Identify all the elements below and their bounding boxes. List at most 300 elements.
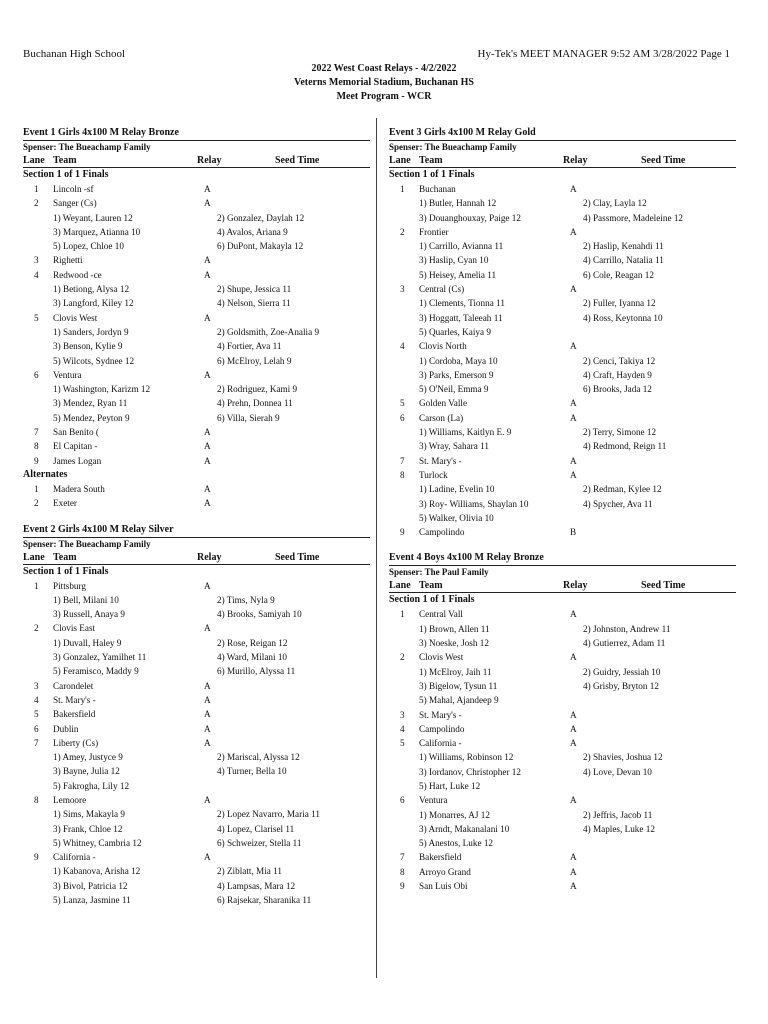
event-2 xyxy=(23,523,370,908)
relay-letter: A xyxy=(204,723,211,734)
team-row xyxy=(389,865,736,879)
athlete-right: 6) Brooks, Jada 12 xyxy=(583,384,652,395)
team-name: California - xyxy=(53,852,96,863)
athlete-right: 2) Guidry, Jessiah 10 xyxy=(583,666,661,677)
athlete-left: 5) Quarles, Kaiya 9 xyxy=(419,326,491,337)
event-3 xyxy=(389,126,736,539)
athlete-left: 1) Weyant, Lauren 12 xyxy=(53,212,133,223)
relay-letter: A xyxy=(204,623,211,634)
athlete-left: 3) Iordanov, Christopher 12 xyxy=(419,766,521,777)
relay-letter: A xyxy=(204,498,211,509)
lane-number: 4 xyxy=(34,694,39,705)
athlete-row xyxy=(389,808,736,822)
team-row xyxy=(389,468,736,482)
athlete-row xyxy=(23,807,370,821)
left-column xyxy=(23,124,370,907)
team-row xyxy=(389,736,736,750)
athlete-row xyxy=(389,368,736,382)
athlete-row xyxy=(389,196,736,210)
team-row xyxy=(389,879,736,893)
lane-number: 2 xyxy=(34,198,39,209)
team-name: Dublin xyxy=(53,723,79,734)
sponsor-line: Spenser: The Bueachamp Family xyxy=(23,140,370,154)
relay-letter: A xyxy=(570,881,577,892)
athlete-right: 4) Gutierrez, Adam 11 xyxy=(583,638,666,649)
athlete-left: 1) Ladine, Evelin 10 xyxy=(419,484,495,495)
team-name: San Luis Obi xyxy=(419,881,468,892)
team-row xyxy=(389,850,736,864)
athlete-left: 1) Williams, Robinson 12 xyxy=(419,752,514,763)
team-name: Pittsburg xyxy=(53,580,87,591)
relay-letter: A xyxy=(204,483,211,494)
lane-number: 4 xyxy=(400,723,405,734)
lane-number: 4 xyxy=(34,269,39,280)
column-headers xyxy=(23,154,370,168)
athlete-row xyxy=(389,622,736,636)
sponsor-line: Spenser: The Bueachamp Family xyxy=(23,537,370,551)
team-name: Golden Valle xyxy=(419,398,468,409)
athlete-row xyxy=(389,779,736,793)
team-row xyxy=(389,454,736,468)
seed-time-header: Seed Time xyxy=(641,155,686,166)
lane-number: 7 xyxy=(34,427,39,438)
athlete-row xyxy=(23,864,370,878)
event-title: Event 3 Girls 4x100 M Relay Gold xyxy=(389,127,536,138)
lane-number: 3 xyxy=(34,680,39,691)
athlete-row xyxy=(389,679,736,693)
athlete-left: 5) Hart, Luke 12 xyxy=(419,780,481,791)
athlete-row xyxy=(389,765,736,779)
athlete-row xyxy=(23,779,370,793)
athlete-left: 5) Wilcots, Sydnee 12 xyxy=(53,355,135,366)
athlete-left: 1) McElroy, Jaih 11 xyxy=(419,666,492,677)
team-name: Bakersfield xyxy=(419,852,462,863)
relay-letter: A xyxy=(204,852,211,863)
team-row xyxy=(23,850,370,864)
athlete-row xyxy=(389,636,736,650)
team-row xyxy=(23,496,370,510)
team-row xyxy=(23,368,370,382)
team-row xyxy=(23,311,370,325)
athlete-left: 3) Roy- Williams, Shaylan 10 xyxy=(419,498,529,509)
section-heading: Section 1 of 1 Finals xyxy=(23,169,109,180)
athlete-left: 3) Hoggatt, Taleeah 11 xyxy=(419,312,503,323)
team-name: Madera South xyxy=(53,483,105,494)
athlete-row xyxy=(389,511,736,525)
team-row xyxy=(389,411,736,425)
athlete-right: 4) Carrillo, Natalia 11 xyxy=(583,255,664,266)
lane-number: 7 xyxy=(400,455,405,466)
team-row xyxy=(23,268,370,282)
sponsor-line: Spenser: The Bueachamp Family xyxy=(389,140,736,154)
athlete-left: 5) Feramisco, Maddy 9 xyxy=(53,666,139,677)
team-name: Ventura xyxy=(419,795,448,806)
athlete-right: 6) Cole, Reagan 12 xyxy=(583,269,654,280)
team-row xyxy=(389,793,736,807)
athlete-left: 3) Mendez, Ryan 11 xyxy=(53,398,128,409)
athlete-row xyxy=(23,893,370,907)
athlete-row xyxy=(23,836,370,850)
team-row xyxy=(389,607,736,621)
athlete-row xyxy=(389,439,736,453)
athlete-right: 4) Maples, Luke 12 xyxy=(583,823,655,834)
software-stamp: Hy-Tek's MEET MANAGER 9:52 AM 3/28/2022 Page 1 xyxy=(477,48,730,60)
athlete-row xyxy=(389,296,736,310)
relay-letter: A xyxy=(570,341,577,352)
athlete-row xyxy=(23,650,370,664)
section-heading: Section 1 of 1 Finals xyxy=(389,594,475,606)
athlete-right: 6) McElroy, Lelah 9 xyxy=(217,355,292,366)
lane-number: 2 xyxy=(34,498,39,509)
team-name: El Capitan - xyxy=(53,441,98,452)
athlete-row xyxy=(23,211,370,225)
team-name: Buchanan xyxy=(419,184,456,194)
team-name: Campolindo xyxy=(419,527,465,538)
relay-letter: A xyxy=(204,794,211,805)
athlete-left: 5) Walker, Olivia 10 xyxy=(419,512,494,523)
team-name: Exeter xyxy=(53,498,77,509)
team-row xyxy=(389,722,736,736)
lane-number: 3 xyxy=(400,709,405,720)
athlete-row xyxy=(23,239,370,253)
lane-number: 8 xyxy=(400,866,405,877)
athlete-row xyxy=(23,296,370,310)
lane-header: Lane xyxy=(23,155,45,166)
lane-number: 6 xyxy=(34,369,39,380)
team-row xyxy=(23,482,370,496)
athlete-right: 4) Prehn, Donnea 11 xyxy=(217,398,293,409)
team-header: Team xyxy=(53,551,77,563)
relay-letter: A xyxy=(570,709,577,720)
section-heading: Section 1 of 1 Finals xyxy=(389,169,475,180)
relay-letter: A xyxy=(204,580,211,591)
athlete-left: 5) Mahal, Ajandeep 9 xyxy=(419,695,499,706)
meet-program-label: Meet Program - WCR xyxy=(336,91,432,102)
athlete-row xyxy=(23,593,370,607)
team-row xyxy=(23,182,370,196)
lane-number: 8 xyxy=(400,469,405,480)
athlete-right: 2) Haslip, Kenahdi 11 xyxy=(583,241,664,252)
athlete-row xyxy=(23,382,370,396)
athlete-right: 2) Clay, Layla 12 xyxy=(583,198,647,209)
relay-letter: A xyxy=(204,441,211,452)
meet-venue: Veterns Memorial Stadium, Buchanan HS xyxy=(294,77,474,88)
athlete-right: 4) Lampsas, Mara 12 xyxy=(217,880,296,891)
column-headers xyxy=(389,579,736,593)
column-divider xyxy=(376,118,377,978)
relay-letter: A xyxy=(204,455,211,466)
athlete-left: 1) Brown, Allen 11 xyxy=(419,623,490,634)
team-row xyxy=(389,708,736,722)
athlete-row xyxy=(389,268,736,282)
athlete-right: 2) Rose, Reigan 12 xyxy=(217,637,288,648)
lane-number: 2 xyxy=(400,652,405,663)
event-title: Event 2 Girls 4x100 M Relay Silver xyxy=(23,523,174,535)
athlete-right: 2) Jeffris, Jacob 11 xyxy=(583,809,653,820)
athlete-right: 2) Shavies, Joshua 12 xyxy=(583,752,663,763)
athlete-left: 3) Douanghouxay, Paige 12 xyxy=(419,212,521,223)
relay-letter: A xyxy=(204,312,211,323)
athlete-right: 4) Grisby, Bryton 12 xyxy=(583,680,659,691)
athlete-left: 1) Butler, Hannah 12 xyxy=(419,198,497,209)
relay-letter: A xyxy=(570,469,577,480)
lane-header: Lane xyxy=(389,580,411,592)
athlete-left: 3) Frank, Chloe 12 xyxy=(53,823,123,834)
athlete-left: 5) O'Neil, Emma 9 xyxy=(419,384,489,395)
team-row xyxy=(23,693,370,707)
athlete-row xyxy=(389,836,736,850)
relay-letter: A xyxy=(570,866,577,877)
team-name: St. Mary's - xyxy=(419,709,462,720)
lane-number: 1 xyxy=(34,580,39,591)
team-header: Team xyxy=(419,580,443,592)
athlete-right: 4) Craft, Hayden 9 xyxy=(583,369,652,380)
team-name: Turlock xyxy=(419,469,448,480)
team-row xyxy=(23,196,370,210)
athlete-right: 4) Avalos, Ariana 9 xyxy=(217,226,288,237)
athlete-left: 3) Langford, Kiley 12 xyxy=(53,298,134,309)
athlete-row xyxy=(389,239,736,253)
lane-number: 9 xyxy=(34,455,39,466)
athlete-row xyxy=(389,822,736,836)
lane-number: 1 xyxy=(34,483,39,494)
athlete-right: 6) Villa, Sierah 9 xyxy=(217,412,280,423)
relay-letter: A xyxy=(570,455,577,466)
lane-number: 9 xyxy=(400,881,405,892)
lane-number: 7 xyxy=(34,737,39,748)
relay-letter: A xyxy=(204,255,211,266)
athlete-left: 5) Mendez, Peyton 9 xyxy=(53,412,130,423)
team-name: Arroyo Grand xyxy=(419,866,471,877)
relay-letter: A xyxy=(204,694,211,705)
relay-letter: A xyxy=(570,226,577,237)
athlete-left: 5) Whitney, Cambria 12 xyxy=(53,837,142,848)
athlete-left: 5) Fakrogha, Lily 12 xyxy=(53,780,130,791)
relay-letter: A xyxy=(204,369,211,380)
meet-title: 2022 West Coast Relays - 4/2/2022 xyxy=(311,63,457,74)
lane-number: 9 xyxy=(34,852,39,863)
team-row xyxy=(23,439,370,453)
team-name: Lemoore xyxy=(53,794,87,805)
athlete-right: 4) Turner, Bella 10 xyxy=(217,766,287,777)
athlete-row xyxy=(389,693,736,707)
school-name: Buchanan High School xyxy=(23,48,126,60)
team-name: Clovis West xyxy=(419,652,464,663)
athlete-right: 4) Lopez, Clarisel 11 xyxy=(217,823,295,834)
team-header: Team xyxy=(53,155,77,166)
meet-title-block xyxy=(0,62,768,104)
team-name: California - xyxy=(419,738,462,749)
athlete-left: 1) Duvall, Haley 9 xyxy=(53,637,122,648)
athlete-left: 5) Heisey, Amelia 11 xyxy=(419,269,497,280)
relay-letter: A xyxy=(570,284,577,295)
relay-letter: A xyxy=(570,738,577,749)
athlete-right: 2) Shupe, Jessica 11 xyxy=(217,284,292,295)
relay-header: Relay xyxy=(197,551,222,563)
team-row xyxy=(389,282,736,296)
athlete-right: 2) Mariscal, Alyssa 12 xyxy=(217,752,300,763)
athlete-row xyxy=(23,411,370,425)
lane-number: 5 xyxy=(34,312,39,323)
lane-number: 9 xyxy=(400,527,405,538)
relay-header: Relay xyxy=(563,580,588,592)
team-name: Clovis West xyxy=(53,312,98,323)
team-name: San Benito ( xyxy=(53,427,99,438)
athlete-left: 3) Bayne, Julia 12 xyxy=(53,766,120,777)
athlete-left: 1) Washington, Karizm 12 xyxy=(53,384,151,395)
athlete-left: 3) Wray, Sahara 11 xyxy=(419,441,489,452)
team-row xyxy=(23,425,370,439)
lane-number: 3 xyxy=(400,284,405,295)
team-name: James Logan xyxy=(53,455,102,466)
relay-header: Relay xyxy=(197,155,222,166)
team-row xyxy=(23,579,370,593)
athlete-right: 2) Redman, Kylee 12 xyxy=(583,484,662,495)
column-headers xyxy=(389,154,736,168)
lane-header: Lane xyxy=(389,155,411,166)
relay-letter: A xyxy=(570,609,577,620)
lane-number: 5 xyxy=(400,738,405,749)
relay-letter: A xyxy=(204,680,211,691)
team-name: Ventura xyxy=(53,369,82,380)
athlete-left: 3) Haslip, Cyan 10 xyxy=(419,255,489,266)
athlete-row xyxy=(389,482,736,496)
athlete-right: 6) Rajsekar, Sharanika 11 xyxy=(217,895,312,906)
athlete-right: 6) DuPont, Makayla 12 xyxy=(217,241,304,252)
athlete-right: 6) Schweizer, Stella 11 xyxy=(217,837,302,848)
relay-letter: A xyxy=(570,652,577,663)
athlete-left: 5) Lanza, Jasmine 11 xyxy=(53,895,131,906)
athlete-row xyxy=(389,665,736,679)
team-name: Liberty (Cs) xyxy=(53,737,99,748)
athlete-left: 1) Monarres, AJ 12 xyxy=(419,809,490,820)
athlete-left: 1) Sims, Makayla 9 xyxy=(53,809,125,820)
athlete-right: 4) Passmore, Madeleine 12 xyxy=(583,212,684,223)
alternates-heading: Alternates xyxy=(23,468,68,480)
team-name: Campolindo xyxy=(419,723,465,734)
athlete-left: 3) Gonzalez, Yamilhet 11 xyxy=(53,652,147,663)
section-heading: Section 1 of 1 Finals xyxy=(23,565,109,577)
team-name: Redwood -ce xyxy=(53,269,102,280)
team-row xyxy=(389,182,736,196)
lane-number: 3 xyxy=(34,255,39,266)
athlete-right: 2) Rodriguez, Kami 9 xyxy=(217,384,298,395)
seed-time-header: Seed Time xyxy=(275,551,320,563)
relay-letter: A xyxy=(204,709,211,720)
athlete-row xyxy=(389,382,736,396)
athlete-row xyxy=(389,253,736,267)
athlete-left: 3) Marquez, Atianna 10 xyxy=(53,226,141,237)
athlete-right: 4) Spycher, Ava 11 xyxy=(583,498,653,509)
athlete-row xyxy=(389,497,736,511)
relay-letter: A xyxy=(570,795,577,806)
athlete-left: 1) Betiong, Alysa 12 xyxy=(53,284,130,295)
athlete-right: 2) Johnston, Andrew 11 xyxy=(583,623,671,634)
athlete-left: 1) Clements, Tionna 11 xyxy=(419,298,505,309)
relay-letter: A xyxy=(570,723,577,734)
team-row xyxy=(23,707,370,721)
sponsor-line: Spenser: The Paul Family xyxy=(389,565,736,579)
lane-number: 6 xyxy=(34,723,39,734)
relay-header: Relay xyxy=(563,155,588,166)
team-name: Carondelet xyxy=(53,680,94,691)
team-name: Clovis North xyxy=(419,341,467,352)
athlete-left: 1) Williams, Kaitlyn E. 9 xyxy=(419,427,512,438)
athlete-row xyxy=(23,750,370,764)
athlete-right: 2) Cenci, Takiya 12 xyxy=(583,355,656,366)
athlete-row xyxy=(23,607,370,621)
athlete-row xyxy=(389,211,736,225)
athlete-left: 3) Noeske, Josh 12 xyxy=(419,638,489,649)
lane-number: 5 xyxy=(400,398,405,409)
athlete-right: 2) Lopez Navarro, Maria 11 xyxy=(217,809,320,820)
athlete-right: 2) Terry, Simone 12 xyxy=(583,427,657,438)
relay-letter: B xyxy=(570,527,577,538)
athlete-row xyxy=(23,396,370,410)
relay-letter: A xyxy=(204,737,211,748)
athlete-left: 5) Anestos, Luke 12 xyxy=(419,838,494,849)
right-column xyxy=(389,124,736,893)
athlete-left: 1) Amey, Justyce 9 xyxy=(53,752,123,763)
athlete-row xyxy=(23,664,370,678)
team-header: Team xyxy=(419,155,443,166)
athlete-left: 1) Cordoba, Maya 10 xyxy=(419,355,498,366)
lane-number: 4 xyxy=(400,341,405,352)
athlete-right: 2) Tims, Nyla 9 xyxy=(217,594,275,605)
relay-letter: A xyxy=(204,427,211,438)
team-name: Sanger (Cs) xyxy=(53,198,97,209)
athlete-right: 4) Love, Devan 10 xyxy=(583,766,652,777)
team-name: Righetti xyxy=(53,255,83,266)
athlete-right: 2) Goldsmith, Zoe-Analia 9 xyxy=(217,326,320,337)
team-name: Carson (La) xyxy=(419,412,464,423)
team-row xyxy=(23,793,370,807)
athlete-row xyxy=(23,325,370,339)
athlete-row xyxy=(389,325,736,339)
team-row xyxy=(23,722,370,736)
lane-number: 8 xyxy=(34,441,39,452)
athlete-left: 3) Russell, Anaya 9 xyxy=(53,609,125,620)
team-row xyxy=(23,454,370,468)
athlete-left: 3) Parks, Emerson 9 xyxy=(419,369,494,380)
athlete-row xyxy=(389,750,736,764)
athlete-right: 2) Ziblatt, Mia 11 xyxy=(217,866,282,877)
relay-letter: A xyxy=(204,198,211,209)
athlete-right: 4) Fortier, Ava 11 xyxy=(217,341,282,352)
athlete-left: 3) Benson, Kylie 9 xyxy=(53,341,123,352)
athlete-left: 1) Carrillo, Avianna 11 xyxy=(419,241,504,252)
team-row xyxy=(389,396,736,410)
team-name: Clovis East xyxy=(53,623,96,634)
athlete-row xyxy=(23,822,370,836)
athlete-right: 6) Murillo, Alyssa 11 xyxy=(217,666,296,677)
column-headers xyxy=(23,551,370,565)
team-name: Central Vall xyxy=(419,609,463,620)
athlete-left: 3) Bivol, Patricia 12 xyxy=(53,880,128,891)
team-row xyxy=(389,225,736,239)
athlete-left: 3) Arndt, Makanalani 10 xyxy=(419,823,510,834)
athlete-row xyxy=(23,282,370,296)
athlete-left: 5) Lopez, Chloe 10 xyxy=(53,241,124,252)
team-name: St. Mary's - xyxy=(419,455,462,466)
team-row xyxy=(23,736,370,750)
lane-header: Lane xyxy=(23,551,45,563)
event-1 xyxy=(23,126,370,511)
athlete-right: 4) Ross, Keytonna 10 xyxy=(583,312,663,323)
lane-number: 6 xyxy=(400,795,405,806)
relay-letter: A xyxy=(570,184,577,194)
event-title: Event 1 Girls 4x100 M Relay Bronze xyxy=(23,127,179,138)
